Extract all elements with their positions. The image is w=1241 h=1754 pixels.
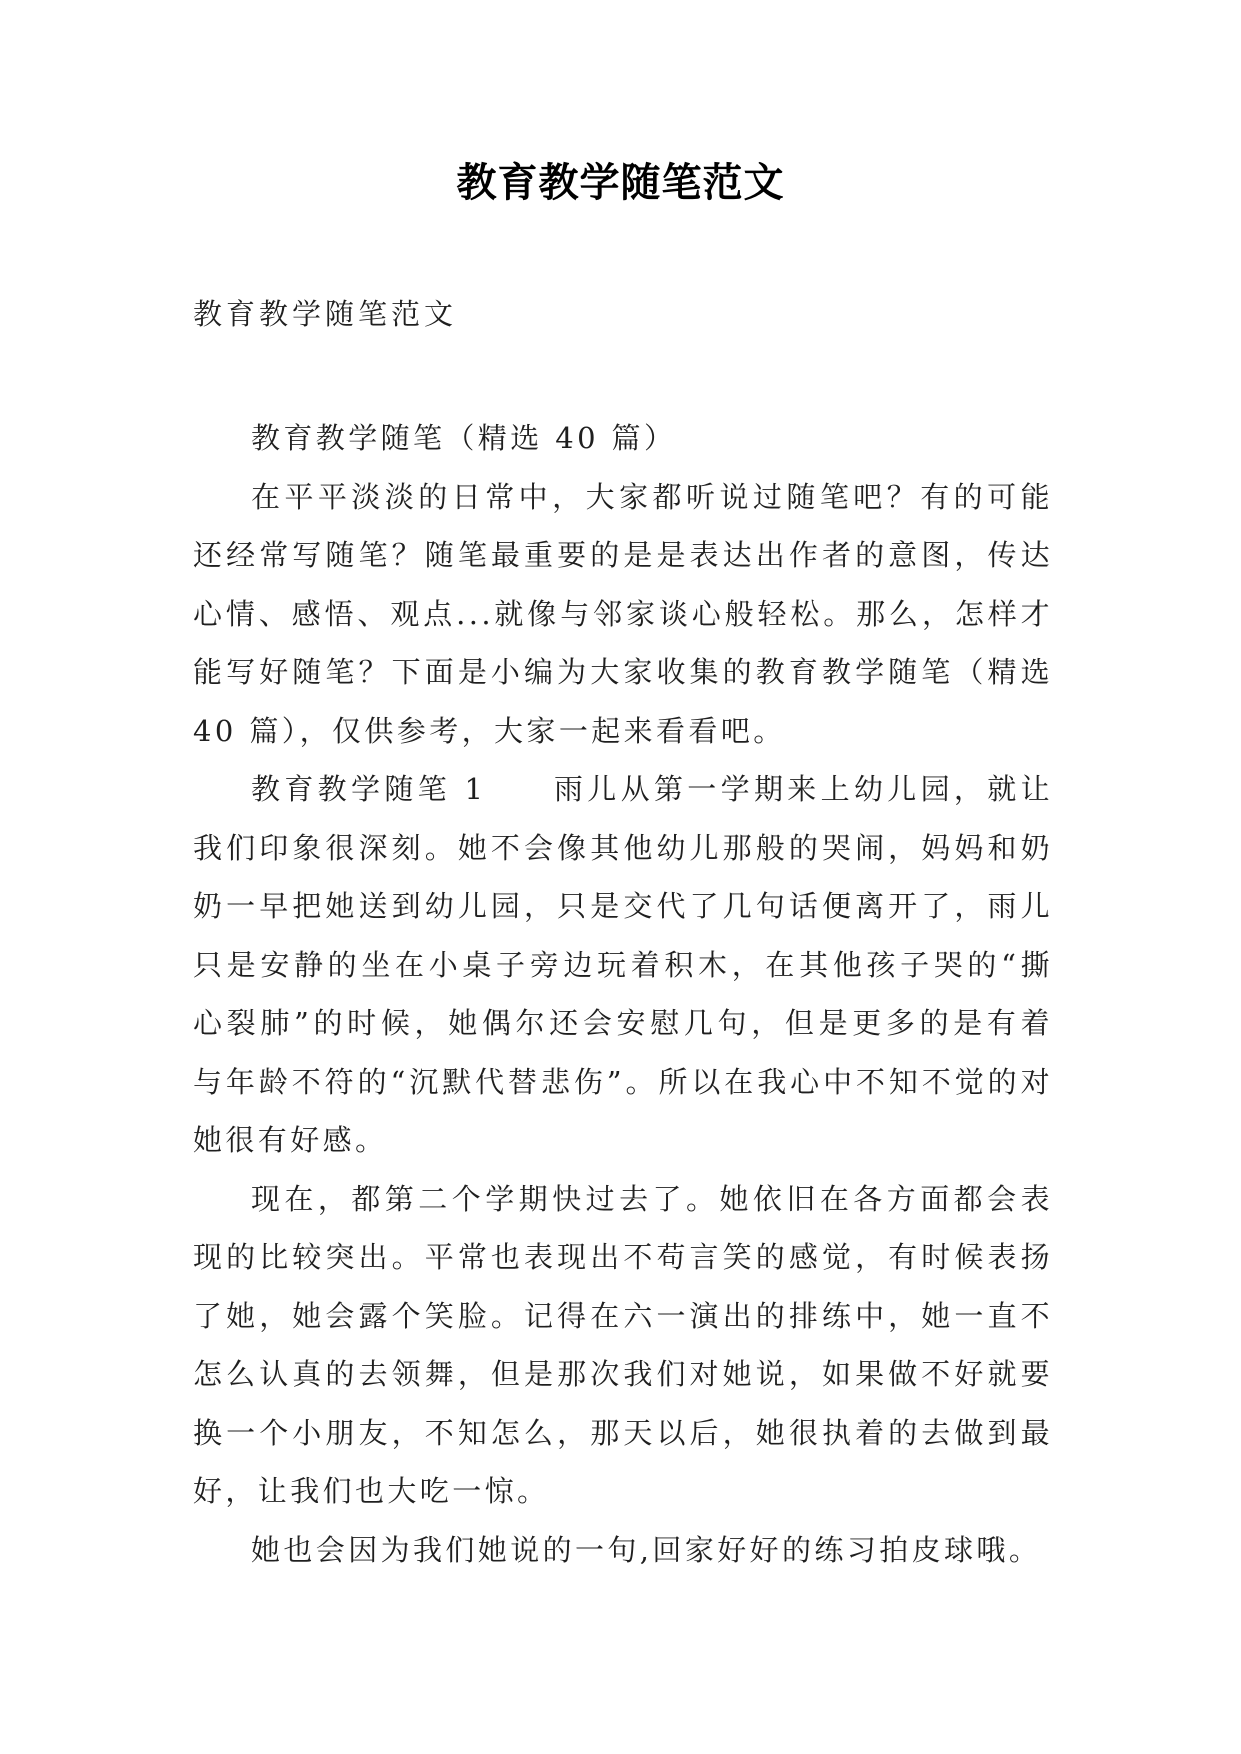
paragraph-second-term: 现在，都第二个学期快过去了。她依旧在各方面都会表现的比较突出。平常也表现出不苟言笑的感觉，有时候表扬了她，她会露个笑脸。记得在六一演出的排练中，她一直不怎么认真的去领舞，但是那次我们对她说，如果做不好就要换一个小朋友，不知怎么，那天以后，她很执着的去做到最好，让我们也大吃一惊。 [193,1181,1053,1508]
paragraph-practice: 她也会因为我们她说的一句,回家好好的练习拍皮球哦。 [251,1532,1042,1567]
document-subtitle: 教育教学随笔范文 [193,297,458,331]
paragraph-essay-1: 教育教学随笔 1 雨儿从第一学期来上幼儿园，就让我们印象很深刻。她不会像其他幼儿那般的哭闹，妈妈和奶奶一早把她送到幼儿园，只是交代了几句话便离开了，雨儿只是安静的坐在小桌子旁边玩着积木，在其他孩子哭的“撕心裂肺”的时候，她偶尔还会安慰几句，但是更多的是有着与年龄不符的“沉默代替悲伤”。所以在我心中不知不觉的对她很有好感。 [193,772,1053,1157]
document-body [193,409,1053,1579]
paragraph-intro: 在平平淡淡的日常中，大家都听说过随笔吧？有的可能还经常写随笔？随笔最重要的是是表达出作者的意图，传达心情、感悟、观点...就像与邻家谈心般轻松。那么，怎样才能写好随笔？下面是小编为大家收集的教育教学随笔（精选 40 篇），仅供参考，大家一起来看看吧。 [193,479,1053,748]
document-title: 教育教学随笔范文 [456,159,785,206]
paragraph-heading: 教育教学随笔（精选 40 篇） [251,421,677,455]
